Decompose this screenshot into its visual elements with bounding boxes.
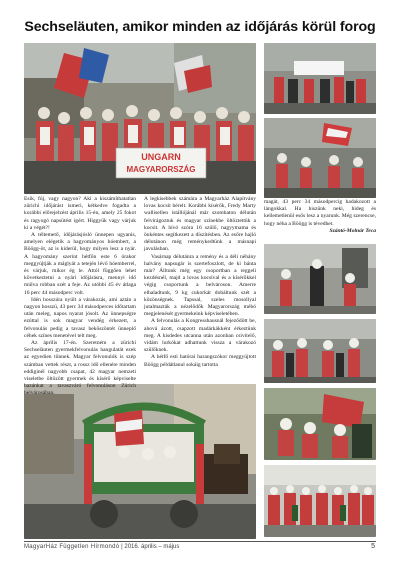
- article-column-1: [24, 196, 136, 398]
- author-byline: Szántó-Molnár Teca: [329, 227, 376, 234]
- article-column-3: [264, 199, 376, 235]
- paragraph: A hétfő esti hatórai harangszókor meggyújtott Böögg példátlanul sokáig tartotta: [144, 354, 256, 368]
- paragraph: Az április 17-én. Szeretném a zürichi Sechseläuten gyermekfelvonulás hangulatát ezek az egyedien tűnnek. Magyar felvonulók is szép számban vettek részt, a rossz idő ellenére minden eddiginél nagyobb csapat, 42 magyar nemzeti viseletbe öltözött gyermek és kísérő képviselte hazánkat a tavaszváró felvonuláson Zürich belvárosában.: [24, 340, 136, 397]
- group-portrait-photo: [264, 465, 376, 537]
- article-column-2: [144, 196, 256, 369]
- issue-date: 2016. április – május: [124, 544, 180, 550]
- paragraph: Idén hosszúra nyúlt a várakozás, ami aztán a nagyon hosszú, 43 perc 34 másodperces időtartam után meleg, napos nyarat jósolt. Az ünnepségre ezúttal is sok magyar vendég érkezett, a felvonulás pedig a tavasz beköszöntét ünneplő céhek színes menetével telt meg.: [24, 296, 136, 339]
- page-number: 5: [371, 543, 375, 550]
- publication-name: MagyarHáz Független Hírmondó: [24, 544, 120, 550]
- costumed-children-photo: [264, 244, 376, 314]
- street-crowd-photo: [264, 43, 376, 114]
- paragraph: A téltemető, időjárásjósló ünnepen ugyanis, amelyen elégetik a hagyományos hóembert, a Böögg-öt, az is kiderül, hogy milyen lesz a nyár. A hagyomány szerint hétfőn este 6 órakor meggyújtják a máglyát a tetején lévő hóemberrel, és várjuk, mikor ég le. Attól függően lehet következtetni a nyári időjárásra, mennyi idő múlva robban szét a feje. Az utóbbi 45 év átlaga 16 perc 44 másodperc volt.: [24, 232, 136, 296]
- footer-separator: |: [121, 544, 125, 550]
- children-umbrella-photo: [264, 388, 376, 460]
- footer-divider: [24, 541, 376, 542]
- marching-kids-photo: [264, 319, 376, 383]
- paragraph: Esik, fúj, vagy nagyon? Aki a kiszámíthatatlan zürichi időjárást ismeri, kétkedve fogadta a korábbi előrejelzést április 15-én, amely 25 fokot és ragyogó napsütést ígért. Higgyük vagy várjuk ki a végét?!: [24, 196, 136, 231]
- svg-text:UNGARN: UNGARN: [141, 152, 181, 162]
- flag-bearers-photo: [264, 118, 376, 198]
- article-title: Sechseläuten, amikor minden az időjárás körül forog: [24, 19, 376, 35]
- footer-publication: [24, 544, 179, 550]
- parade-group-photo: [24, 43, 256, 194]
- paragraph: magát, 43 perc 34 másodpercig hadakozott a lángokkal. Ha hiszünk neki, hideg és kellemetlenül esős lesz a nyarunk. Még szerencse, hogy néha a Böögg is tévedhet.: [264, 199, 376, 227]
- paragraph: Vasárnap délutánra a remény és a déli néhány halvány napsugár is szertefoszlott, de ki bánta már? Álltunk még egy csoportban a reggeli kezdésnél, majd a lovas kocsival és a kísérőkkel végig csoportunk a belvároson. Amerre elhaladtunk, 9 kg cukorkát dobáltunk szét a közönségnek. Tapssal, szeles mosollyal jutalmazták a nézelődők Magyarország mébó megjelenését gyermekeink képviseletében.: [144, 253, 256, 318]
- decorated-carriage-photo: [24, 384, 256, 539]
- paragraph: A legkisebbek számára a Magyarház Alapítvány lovas kocsit bérelt. Korábbi kísérők, Fredy Marty wallisellen istállójánál már szombaton délután felvirágoztuk és magyar színekbe öltöztettük a kocsit. A hívó szóra 16 szülő, nagyymama és önkéntes segítkezett a díszítésben. Az esőre hajló délutánon még reménykedtünk a másnapi javulásban.: [144, 196, 256, 253]
- paragraph: A felvonulás a Kongresshausnál fejeződött be, ahová ázott, csapzott madárkákként érkeztünk meg. A kisdedes utcanna után azonban csivitelő, vidám lurkókat adhattunk vissza a várakozó szülőknek.: [144, 318, 256, 354]
- svg-text:MAGYARORSZÁG: MAGYARORSZÁG: [126, 165, 196, 174]
